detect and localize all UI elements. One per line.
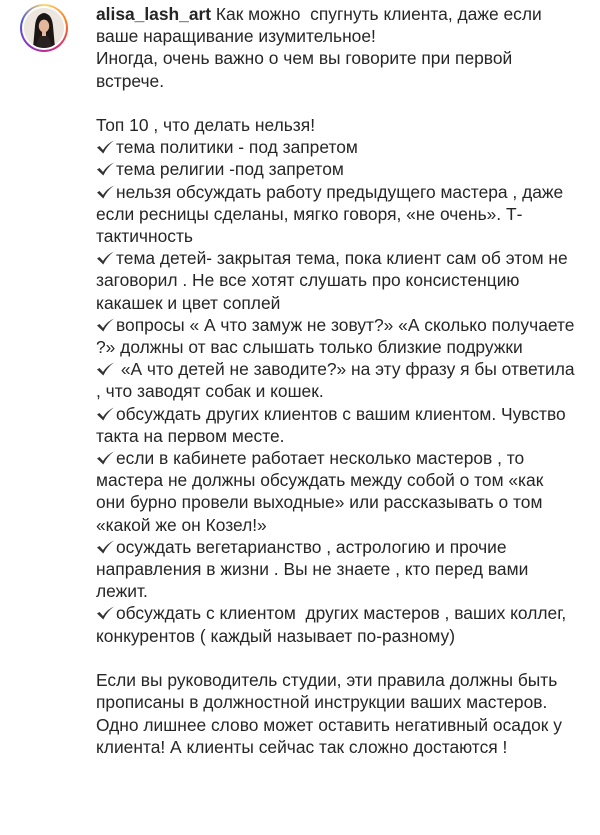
checklist-item: [96, 248, 573, 312]
check-mark-icon: [96, 606, 115, 620]
post-caption: [96, 3, 580, 758]
checklist-item-text: обсуждать с клиентом других мастеров , ваших коллег, конкурентов ( каждый называет по-разному): [96, 603, 572, 646]
check-mark-icon: [96, 540, 115, 554]
checklist-item-text: нельзя обсуждать работу предыдущего мастера , даже если ресницы сделаны, мягко говоря, «не очень». Т-тактичность: [96, 181, 569, 247]
checklist-item-text: если в кабинете работает несколько мастеров , то мастера не должны обсуждать между собой о том «как они бурно провели выходные» или рассказывать о том «какой же он Козел!»: [96, 448, 549, 535]
checklist-item: [96, 159, 344, 179]
check-mark-icon: [96, 162, 115, 176]
caption-checklist: [96, 137, 579, 645]
avatar-photo: [24, 8, 64, 48]
bottom-fade: [0, 813, 600, 835]
check-mark-icon: [96, 318, 115, 332]
post-avatar[interactable]: [20, 4, 68, 52]
caption-intro: Как можно спугнуть клиента, даже если ваше наращивание изумительное! Иногда, очень важно о чем вы говорите при первой встрече. Топ 10 , что делать нельзя!: [96, 4, 542, 136]
checklist-item: [96, 315, 579, 357]
check-mark-icon: [96, 251, 115, 265]
checklist-item-text: вопросы « А что замуж не зовут?» «А сколько получаете ?» должны от вас слышать только близкие подружки: [96, 314, 580, 358]
check-mark-icon: [96, 140, 115, 154]
avatar-border: [22, 6, 66, 50]
username-link[interactable]: alisa_lash_art: [96, 4, 212, 24]
check-mark-icon: [96, 407, 115, 421]
avatar-portrait-icon: [24, 8, 64, 48]
checklist-item: [96, 137, 358, 157]
checklist-item: [96, 603, 571, 645]
check-mark-icon: [96, 451, 115, 465]
checklist-item-text: обсуждать других клиентов с вашим клиентом. Чувство такта на первом месте.: [96, 403, 571, 446]
checklist-item-text: осуждать вегетарианство , астрологию и прочие направления в жизни . Вы не знаете , кто перед вами лежит.: [96, 536, 534, 602]
checklist-item-text: тема религии -под запретом: [116, 159, 344, 180]
checklist-item: [96, 448, 548, 535]
checklist-item: [96, 182, 568, 246]
caption-outro: Если вы руководитель студии, эти правила должны быть прописаны в должностной инструкции ваших мастеров. Одно лишнее слово может оставить негативный осадок у клиента! А клиенты сейчас так сложно достаются !: [96, 670, 562, 757]
check-mark-icon: [96, 185, 115, 199]
checklist-item-text: тема детей- закрытая тема, пока клиент сам об этом не заговорил . Не все хотят слушать про консистенцию какашек и цвет соплей: [96, 248, 573, 313]
check-mark-icon: [96, 362, 115, 376]
checklist-item: [96, 404, 571, 446]
checklist-item: [96, 359, 579, 401]
checklist-item: [96, 537, 533, 601]
checklist-item-text: «А что детей не заводите?» на эту фразу я бы ответила , что заводят собак и кошек.: [96, 359, 580, 402]
checklist-item-text: тема политики - под запретом: [116, 137, 358, 158]
